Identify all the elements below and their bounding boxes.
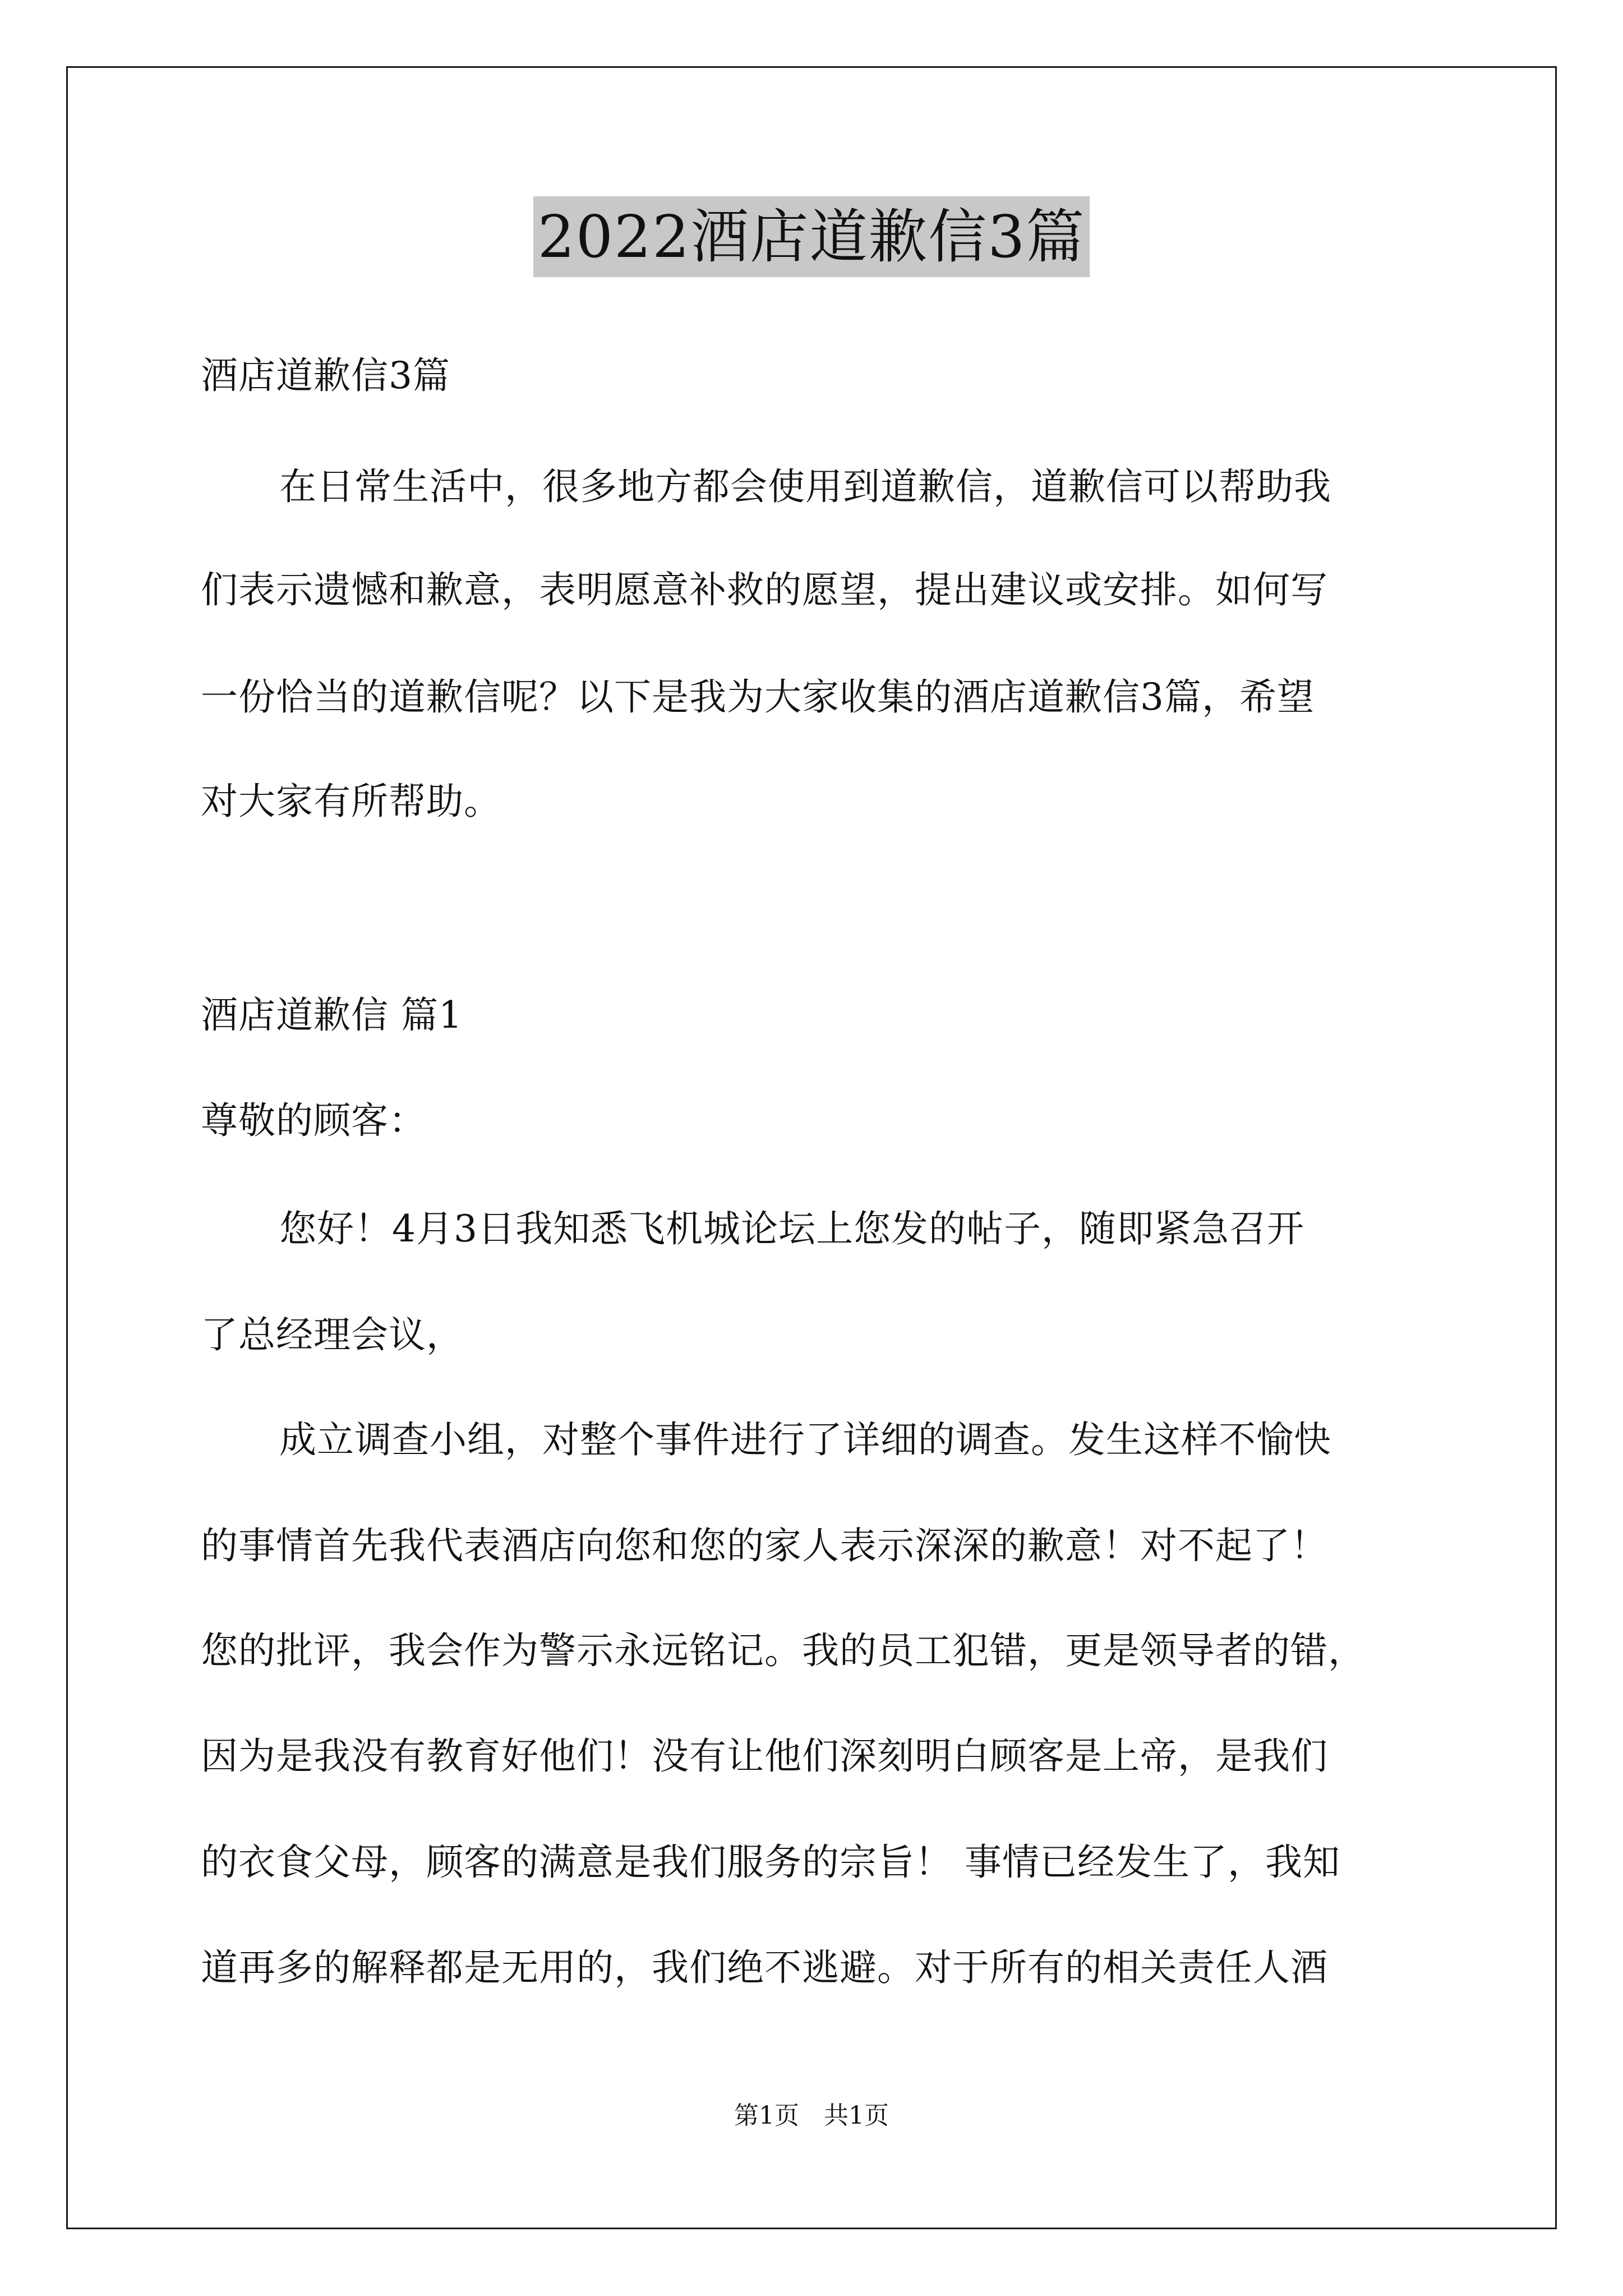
intro-line-2: 们表示遗憾和歉意，表明愿意补救的愿望，提出建议或安排。如何写	[201, 568, 1328, 611]
salutation: 尊敬的顾客：	[201, 1099, 426, 1142]
letter-line-3: 成立调查小组，对整个事件进行了详细的调查。发生这样不愉快	[279, 1418, 1331, 1461]
page-total: 共1页	[824, 2101, 889, 2130]
intro-line-3: 一份恰当的道歉信呢？以下是我为大家收集的酒店道歉信3篇，希望	[201, 675, 1315, 719]
letter-line-7: 的衣食父母，顾客的满意是我们服务的宗旨！ 事情已经发生了，我知	[201, 1841, 1340, 1884]
subtitle-line: 酒店道歉信3篇	[201, 354, 450, 397]
page-number: 第1页	[734, 2101, 799, 2130]
title-container	[0, 196, 1623, 277]
letter-line-4: 的事情首先我代表酒店向您和您的家人表示深深的歉意！对不起了！	[201, 1524, 1328, 1567]
letter-line-1: 您好！4月3日我知悉飞机城论坛上您发的帖子，随即紧急召开	[279, 1207, 1304, 1250]
letter-line-2: 了总经理会议，	[201, 1313, 464, 1356]
intro-line-4: 对大家有所帮助。	[201, 780, 501, 823]
page-footer	[0, 2100, 1623, 2132]
section-heading: 酒店道歉信 篇1	[201, 993, 463, 1037]
intro-line-1: 在日常生活中，很多地方都会使用到道歉信，道歉信可以帮助我	[279, 465, 1331, 508]
letter-line-8: 道再多的解释都是无用的，我们绝不逃避。对于所有的相关责任人酒	[201, 1946, 1328, 1989]
document-title: 2022酒店道歉信3篇	[533, 196, 1090, 277]
letter-line-5: 您的批评，我会作为警示永远铭记。我的员工犯错，更是领导者的错，	[201, 1629, 1366, 1672]
letter-line-6: 因为是我没有教育好他们！没有让他们深刻明白顾客是上帝，是我们	[201, 1734, 1328, 1778]
